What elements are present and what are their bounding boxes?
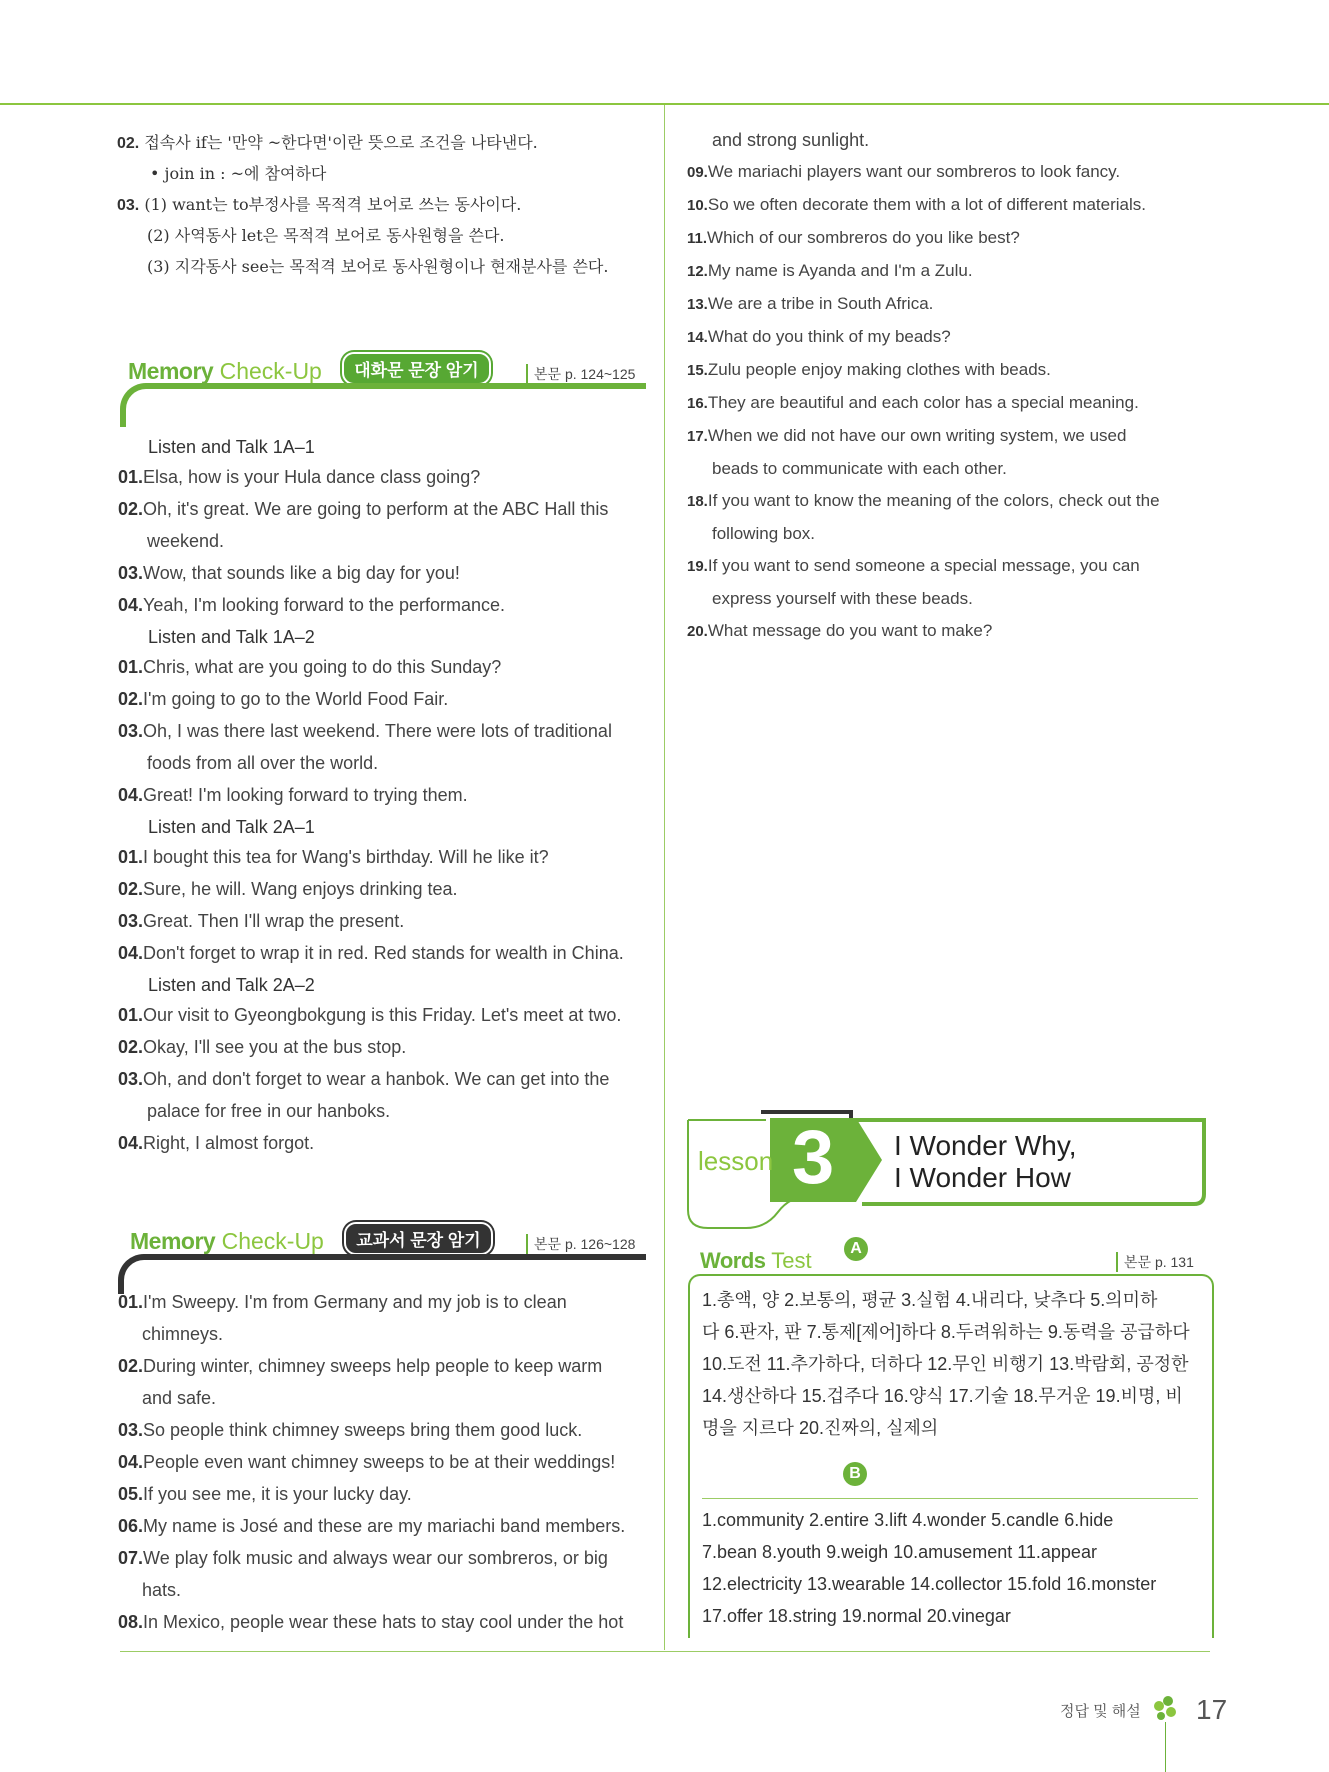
lesson-title: [894, 1130, 1077, 1194]
item-line: [687, 615, 1210, 648]
section-b-marker: B: [843, 1462, 867, 1486]
item-text: We mariachi players want our sombreros to look fancy.: [707, 162, 1121, 181]
item-line: [118, 1606, 643, 1638]
dialogue-title: Listen and Talk 2A–2: [148, 975, 315, 995]
explanation-line: • join in : ~에 참여하다: [150, 164, 327, 183]
heading-light: Test: [765, 1248, 812, 1273]
item-number: 01.: [118, 467, 144, 487]
item-number: 14.: [687, 329, 708, 346]
dialogue-title: Listen and Talk 1A–1: [148, 437, 315, 457]
item-line: [687, 420, 1210, 453]
page-reference: 본문 p. 126~128: [526, 1234, 635, 1254]
item-number: 20.: [687, 623, 708, 640]
lesson-label: lesson: [698, 1146, 774, 1176]
item-line: [687, 321, 1210, 354]
item-text: In Mexico, people wear these hats to stay cool under the hot: [143, 1612, 624, 1632]
item-line: [118, 841, 643, 873]
page-reference: 본문 p. 124~125: [526, 364, 635, 384]
memory2-list-right: [687, 156, 1210, 648]
item-line: [687, 288, 1210, 321]
list-item: [118, 493, 643, 557]
answer-line: 12.electricity 13.wearable 14.collector 15.fold 16.monster: [702, 1574, 1157, 1594]
memory2-list: [118, 1286, 643, 1638]
list-item: [118, 1063, 643, 1127]
item-text: Oh, and don't forget to wear a hanbok. We can get into the: [143, 1069, 610, 1089]
answer-line: 14.생산하다 15.겁주다 16.양식 17.기술 18.무거운 19.비명, 비: [702, 1386, 1183, 1406]
list-item: [687, 420, 1210, 485]
list-item: [118, 557, 643, 589]
leaf-stem: [1165, 1722, 1166, 1772]
list-item: [118, 715, 643, 779]
item-number: 03.: [118, 911, 144, 931]
item-line: [687, 255, 1210, 288]
item-continuation: express yourself with these beads.: [712, 589, 973, 608]
item-number: 03.: [118, 721, 144, 741]
item-number: 04.: [118, 1133, 144, 1153]
item-number: 04.: [118, 1452, 144, 1472]
list-item: [118, 461, 643, 493]
list-item: [118, 1542, 643, 1606]
item-text: Zulu people enjoy making clothes with beads.: [707, 360, 1051, 379]
item-text: They are beautiful and each color has a special meaning.: [707, 393, 1139, 412]
list-item: [118, 683, 643, 715]
item-continuation: chimneys.: [142, 1324, 224, 1344]
item-line: [118, 1350, 643, 1382]
item-text: People even want chimney sweeps to be at their weddings!: [143, 1452, 616, 1472]
list-item: [687, 485, 1210, 550]
item-number: 01.: [118, 847, 144, 867]
section-b-answers: [702, 1504, 1156, 1632]
list-item: [118, 999, 643, 1031]
item-text: We play folk music and always wear our sombreros, or big: [143, 1548, 608, 1568]
item-text: So we often decorate them with a lot of different materials.: [707, 195, 1146, 214]
item-text: If you see me, it is your lucky day.: [143, 1484, 412, 1504]
item-number: 04.: [118, 785, 144, 805]
item-line: [118, 999, 643, 1031]
list-item: [687, 156, 1210, 189]
item-text: If you want to know the meaning of the colors, check out the: [707, 491, 1160, 510]
list-item: [118, 1414, 643, 1446]
item-text: Sure, he will. Wang enjoys drinking tea.: [143, 879, 458, 899]
item-line: [118, 1031, 643, 1063]
item-number: 15.: [687, 362, 708, 379]
item-line: [118, 557, 643, 589]
item-text: I bought this tea for Wang's birthday. Will he like it?: [143, 847, 549, 867]
item-continuation: beads to communicate with each other.: [712, 459, 1007, 478]
section-badge: 교과서 문장 암기: [344, 1222, 492, 1255]
item-text: My name is Ayanda and I'm a Zulu.: [707, 261, 973, 280]
item-line: [118, 651, 643, 683]
item-text: Our visit to Gyeongbokgung is this Friday. Let's meet at two.: [143, 1005, 622, 1025]
heading-light: Check-Up: [213, 358, 322, 384]
lesson-title-line: I Wonder How: [894, 1162, 1071, 1193]
item-number: 03.: [118, 1420, 144, 1440]
item-continuation: hats.: [142, 1580, 182, 1600]
item-text: What do you think of my beads?: [707, 327, 951, 346]
list-item: [118, 873, 643, 905]
answer-line: 7.bean 8.youth 9.weigh 10.amusement 11.appear: [702, 1542, 1097, 1562]
explanation-text: 접속사 if는 '만약 ~한다면'이란 뜻으로 조건을 나타낸다.: [144, 133, 538, 152]
item-line: [687, 550, 1210, 583]
item-continuation: foods from all over the world.: [147, 753, 379, 773]
list-item: [118, 841, 643, 873]
item-number: 02.: [118, 499, 144, 519]
words-test-heading: [700, 1248, 812, 1274]
item-text: Which of our sombreros do you like best?: [707, 228, 1020, 247]
item-number: 03.: [118, 563, 144, 583]
list-item: [687, 387, 1210, 420]
item-line: [118, 1414, 643, 1446]
page-reference: 본문 p. 131: [1116, 1252, 1194, 1272]
memory-checkup-heading: [130, 1222, 493, 1255]
item-number: 18.: [687, 493, 708, 510]
item-number: 09.: [687, 164, 708, 181]
list-item: [687, 615, 1210, 648]
list-item: [118, 1350, 643, 1414]
item-line: [118, 1063, 643, 1095]
section-a-answers: [702, 1284, 1190, 1444]
item-number: 11.: [687, 230, 708, 247]
item-number: 17.: [687, 428, 708, 445]
column-divider: [664, 105, 665, 1650]
item-number: 16.: [687, 395, 708, 412]
answer-line: 10.도전 11.추가하다, 더하다 12.무인 비행기 13.박람회, 공정한: [702, 1354, 1189, 1374]
item-line: [118, 683, 643, 715]
item-number: 02.: [118, 879, 144, 899]
answer-line: 17.offer 18.string 19.normal 20.vinegar: [702, 1606, 1011, 1626]
item-text: During winter, chimney sweeps help people to keep warm: [143, 1356, 603, 1376]
item-line: [118, 1542, 643, 1574]
heading-light: Check-Up: [215, 1228, 324, 1254]
item-number: 02.: [117, 135, 140, 152]
item-continuation: and safe.: [142, 1388, 217, 1408]
list-item: [118, 1606, 643, 1638]
item-number: 01.: [118, 1292, 144, 1312]
list-item: [118, 937, 643, 969]
item-number: 04.: [118, 943, 144, 963]
item-line: [118, 493, 643, 525]
item-line: [118, 937, 643, 969]
heading-rule: [120, 383, 646, 427]
answer-line: 1.총액, 양 2.보통의, 평균 3.실험 4.내리다, 낮추다 5.의미하: [702, 1290, 1158, 1310]
item-line: [118, 715, 643, 747]
heading-bold: Memory: [130, 1228, 216, 1254]
item-line: [118, 873, 643, 905]
item-line: [118, 1446, 643, 1478]
item-number: 12.: [687, 263, 708, 280]
continued-text: and strong sunlight.: [712, 130, 870, 150]
item-line: [687, 189, 1210, 222]
item-line: [118, 1286, 643, 1318]
item-number: 04.: [118, 595, 144, 615]
answer-line: 다 6.판자, 판 7.통제[제어]하다 8.두려워하는 9.동력을 공급하다: [702, 1322, 1190, 1342]
item-continuation: following box.: [712, 524, 816, 543]
bottom-rule: [120, 1651, 1210, 1652]
item-text: I'm Sweepy. I'm from Germany and my job is to clean: [143, 1292, 567, 1312]
list-item: [118, 589, 643, 621]
item-number: 01.: [118, 1005, 144, 1025]
item-text: Oh, it's great. We are going to perform at the ABC Hall this: [143, 499, 609, 519]
page-number: 17: [1196, 1694, 1228, 1725]
item-text: My name is José and these are my mariachi band members.: [143, 1516, 626, 1536]
divider: [702, 1498, 1198, 1499]
item-number: 08.: [118, 1612, 144, 1632]
item-number: 03.: [117, 197, 140, 214]
list-item: [687, 321, 1210, 354]
item-line: [118, 1127, 643, 1159]
list-item: [687, 189, 1210, 222]
item-line: [687, 354, 1210, 387]
list-item: [118, 1127, 643, 1159]
item-number: 10.: [687, 197, 708, 214]
list-item: [118, 1446, 643, 1478]
section-badge: 대화문 문장 암기: [342, 352, 490, 385]
footer-label: 정답 및 해설: [1060, 1703, 1141, 1720]
item-number: 07.: [118, 1548, 144, 1568]
item-text: Wow, that sounds like a big day for you!: [143, 563, 460, 583]
item-line: [118, 905, 643, 937]
item-line: [687, 485, 1210, 518]
item-text: What message do you want to make?: [707, 621, 993, 640]
item-text: Right, I almost forgot.: [143, 1133, 315, 1153]
memory-checkup-heading: [128, 352, 491, 385]
explanation-line: [117, 192, 521, 215]
list-item: [687, 288, 1210, 321]
item-line: [118, 589, 643, 621]
section-a-marker: A: [844, 1237, 868, 1261]
answer-line: 1.community 2.entire 3.lift 4.wonder 5.candle 6.hide: [702, 1510, 1114, 1530]
answer-line: 명을 지르다 20.진짜의, 실제의: [702, 1418, 939, 1438]
list-item: [687, 255, 1210, 288]
heading-bold: Memory: [128, 358, 214, 384]
explanation-line: (3) 지각동사 see는 목적격 보어로 동사원형이나 현재분사를 쓴다.: [147, 257, 609, 276]
list-item: [687, 354, 1210, 387]
words-box: [688, 1274, 1214, 1638]
item-text: Oh, I was there last weekend. There were lots of traditional: [143, 721, 612, 741]
lesson-banner: [686, 1110, 1208, 1232]
item-line: [687, 387, 1210, 420]
item-number: 19.: [687, 558, 708, 575]
item-line: [118, 1478, 643, 1510]
item-text: So people think chimney sweeps bring them good luck.: [143, 1420, 583, 1440]
item-line: [687, 222, 1210, 255]
item-text: If you want to send someone a special message, you can: [707, 556, 1140, 575]
lesson-number: 3: [792, 1115, 835, 1200]
item-text: Don't forget to wrap it in red. Red stands for wealth in China.: [143, 943, 624, 963]
list-item: [118, 905, 643, 937]
item-text: When we did not have our own writing system, we used: [707, 426, 1127, 445]
list-item: [118, 1478, 643, 1510]
item-number: 02.: [118, 1356, 144, 1376]
list-item: [118, 1510, 643, 1542]
item-line: [118, 779, 643, 811]
explanation-line: (2) 사역동사 let은 목적격 보어로 동사원형을 쓴다.: [147, 226, 505, 245]
dialogue-title: Listen and Talk 2A–1: [148, 817, 315, 837]
list-item: [687, 222, 1210, 255]
item-continuation: weekend.: [147, 531, 225, 551]
item-number: 02.: [118, 689, 144, 709]
item-number: 01.: [118, 657, 144, 677]
list-item: [118, 651, 643, 683]
item-text: Great! I'm looking forward to trying them.: [143, 785, 468, 805]
item-continuation: palace for free in our hanboks.: [147, 1101, 391, 1121]
item-number: 05.: [118, 1484, 144, 1504]
item-text: Okay, I'll see you at the bus stop.: [143, 1037, 407, 1057]
lesson-title-line: I Wonder Why,: [894, 1130, 1077, 1161]
item-text: Yeah, I'm looking forward to the performance.: [143, 595, 505, 615]
item-text: We are a tribe in South Africa.: [707, 294, 934, 313]
explanation-line: [117, 130, 538, 153]
item-line: [687, 156, 1210, 189]
memory1-list: [118, 433, 643, 1159]
item-number: 06.: [118, 1516, 144, 1536]
item-text: Chris, what are you going to do this Sunday?: [143, 657, 502, 677]
item-number: 02.: [118, 1037, 144, 1057]
item-line: [118, 1510, 643, 1542]
item-text: I'm going to go to the World Food Fair.: [143, 689, 449, 709]
item-text: Great. Then I'll wrap the present.: [143, 911, 405, 931]
heading-bold: Words: [700, 1248, 766, 1273]
list-item: [687, 550, 1210, 615]
item-text: Elsa, how is your Hula dance class going?: [143, 467, 481, 487]
item-number: 13.: [687, 296, 708, 313]
explanation-text: (1) want는 to부정사를 목적격 보어로 쓰는 동사이다.: [144, 195, 522, 214]
item-line: [118, 461, 643, 493]
list-item: [118, 1286, 643, 1350]
item-number: 03.: [118, 1069, 144, 1089]
dialogue-title: Listen and Talk 1A–2: [148, 627, 315, 647]
list-item: [118, 779, 643, 811]
list-item: [118, 1031, 643, 1063]
